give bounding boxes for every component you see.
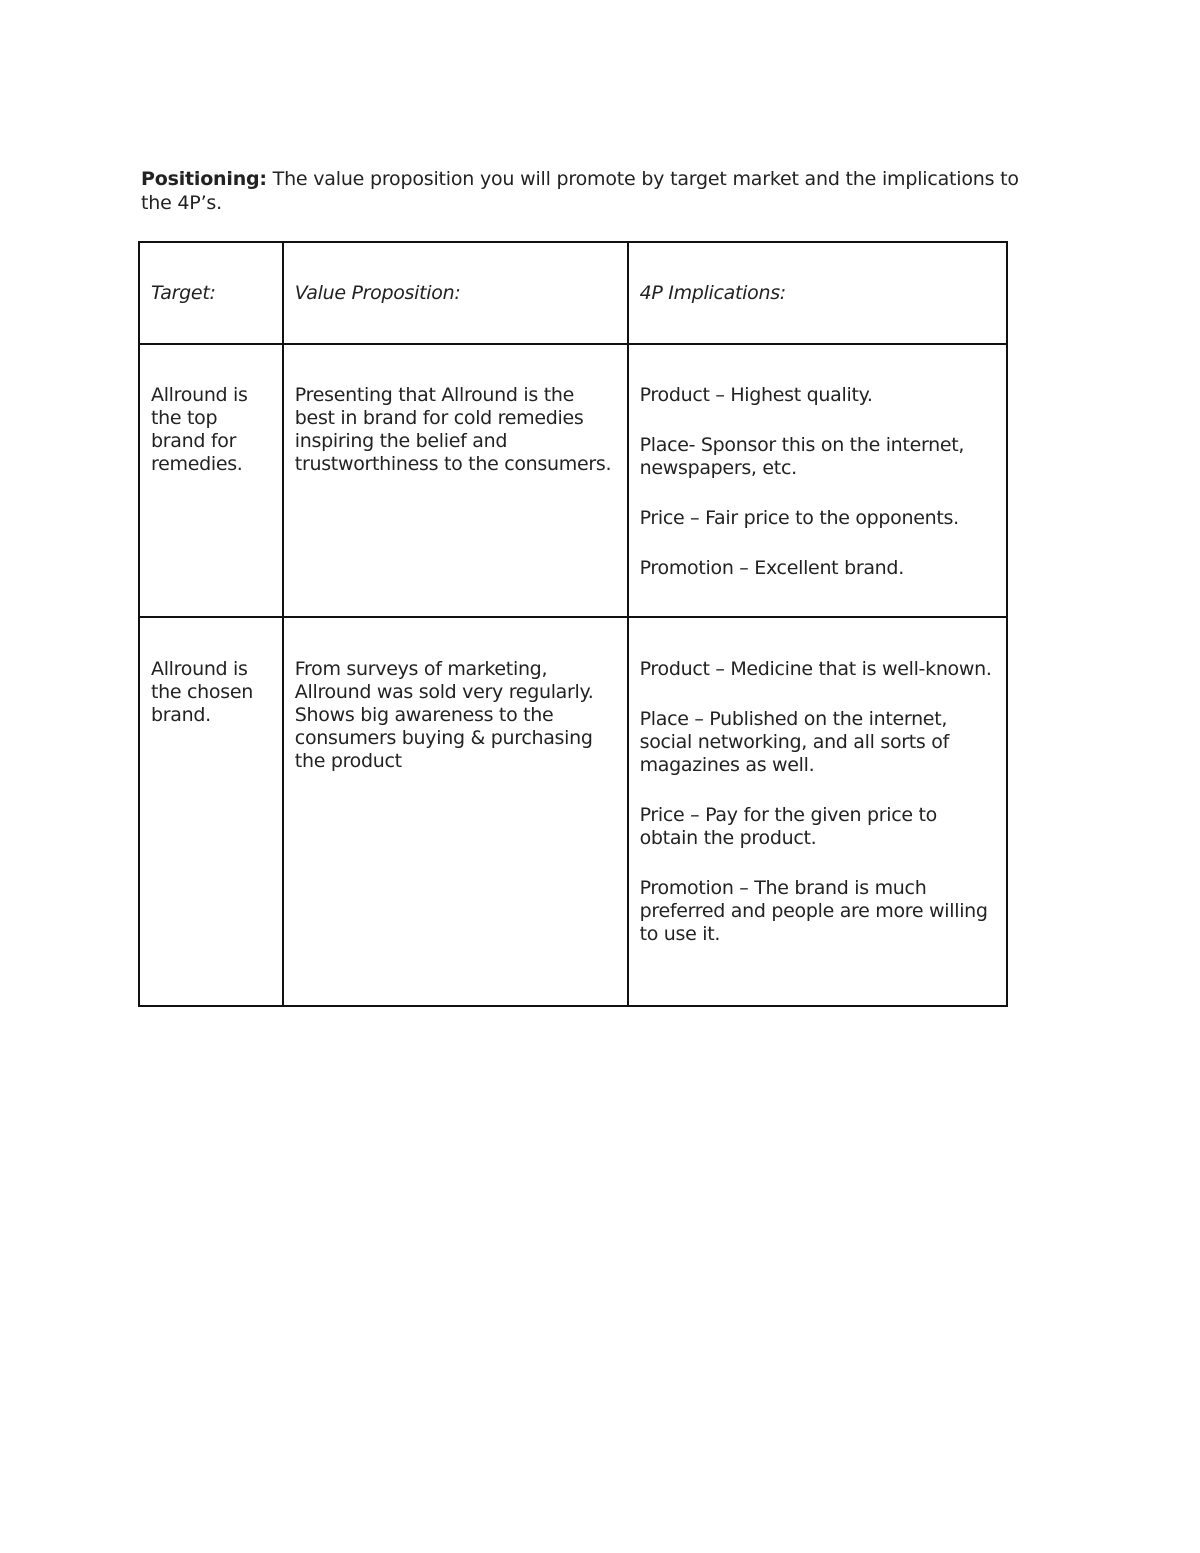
header-target: Target:: [139, 242, 283, 344]
table-row: [139, 344, 1007, 617]
table-header-row: [139, 242, 1007, 344]
header-4p-implications: 4P Implications:: [628, 242, 1007, 344]
header-value-proposition: Value Proposition:: [283, 242, 628, 344]
positioning-table: [138, 241, 1008, 1007]
cell-value-proposition: From surveys of marketing, Allround was sold very regularly. Shows big awareness to the consumers buying & purchasing the product: [283, 617, 628, 1006]
intro-text: The value proposition you will promote by target market and the implications to the 4P’s.: [141, 168, 1019, 214]
implication-place: Place- Sponsor this on the internet, newspapers, etc.: [639, 434, 965, 479]
cell-target: Allround is the chosen brand.: [139, 617, 283, 1006]
cell-4p-implications: [628, 344, 1007, 617]
cell-target: Allround is the top brand for remedies.: [139, 344, 283, 617]
implication-price: Price – Pay for the given price to obtain the product.: [639, 804, 937, 849]
cell-value-proposition: Presenting that Allround is the best in brand for cold remedies inspiring the belief and trustworthiness to the consumers.: [283, 344, 628, 617]
intro-paragraph: [141, 167, 1021, 215]
cell-4p-implications: [628, 617, 1007, 1006]
table-row: [139, 617, 1007, 1006]
implication-price: Price – Fair price to the opponents.: [639, 507, 959, 529]
implication-promotion: Promotion – The brand is much preferred and people are more willing to use it.: [639, 877, 988, 945]
implication-promotion: Promotion – Excellent brand.: [639, 557, 904, 579]
implication-product: Product – Highest quality.: [639, 384, 873, 406]
implication-place: Place – Published on the internet, social networking, and all sorts of magazines as well.: [639, 708, 949, 776]
implication-product: Product – Medicine that is well-known.: [639, 658, 992, 680]
intro-label: Positioning:: [141, 168, 267, 190]
